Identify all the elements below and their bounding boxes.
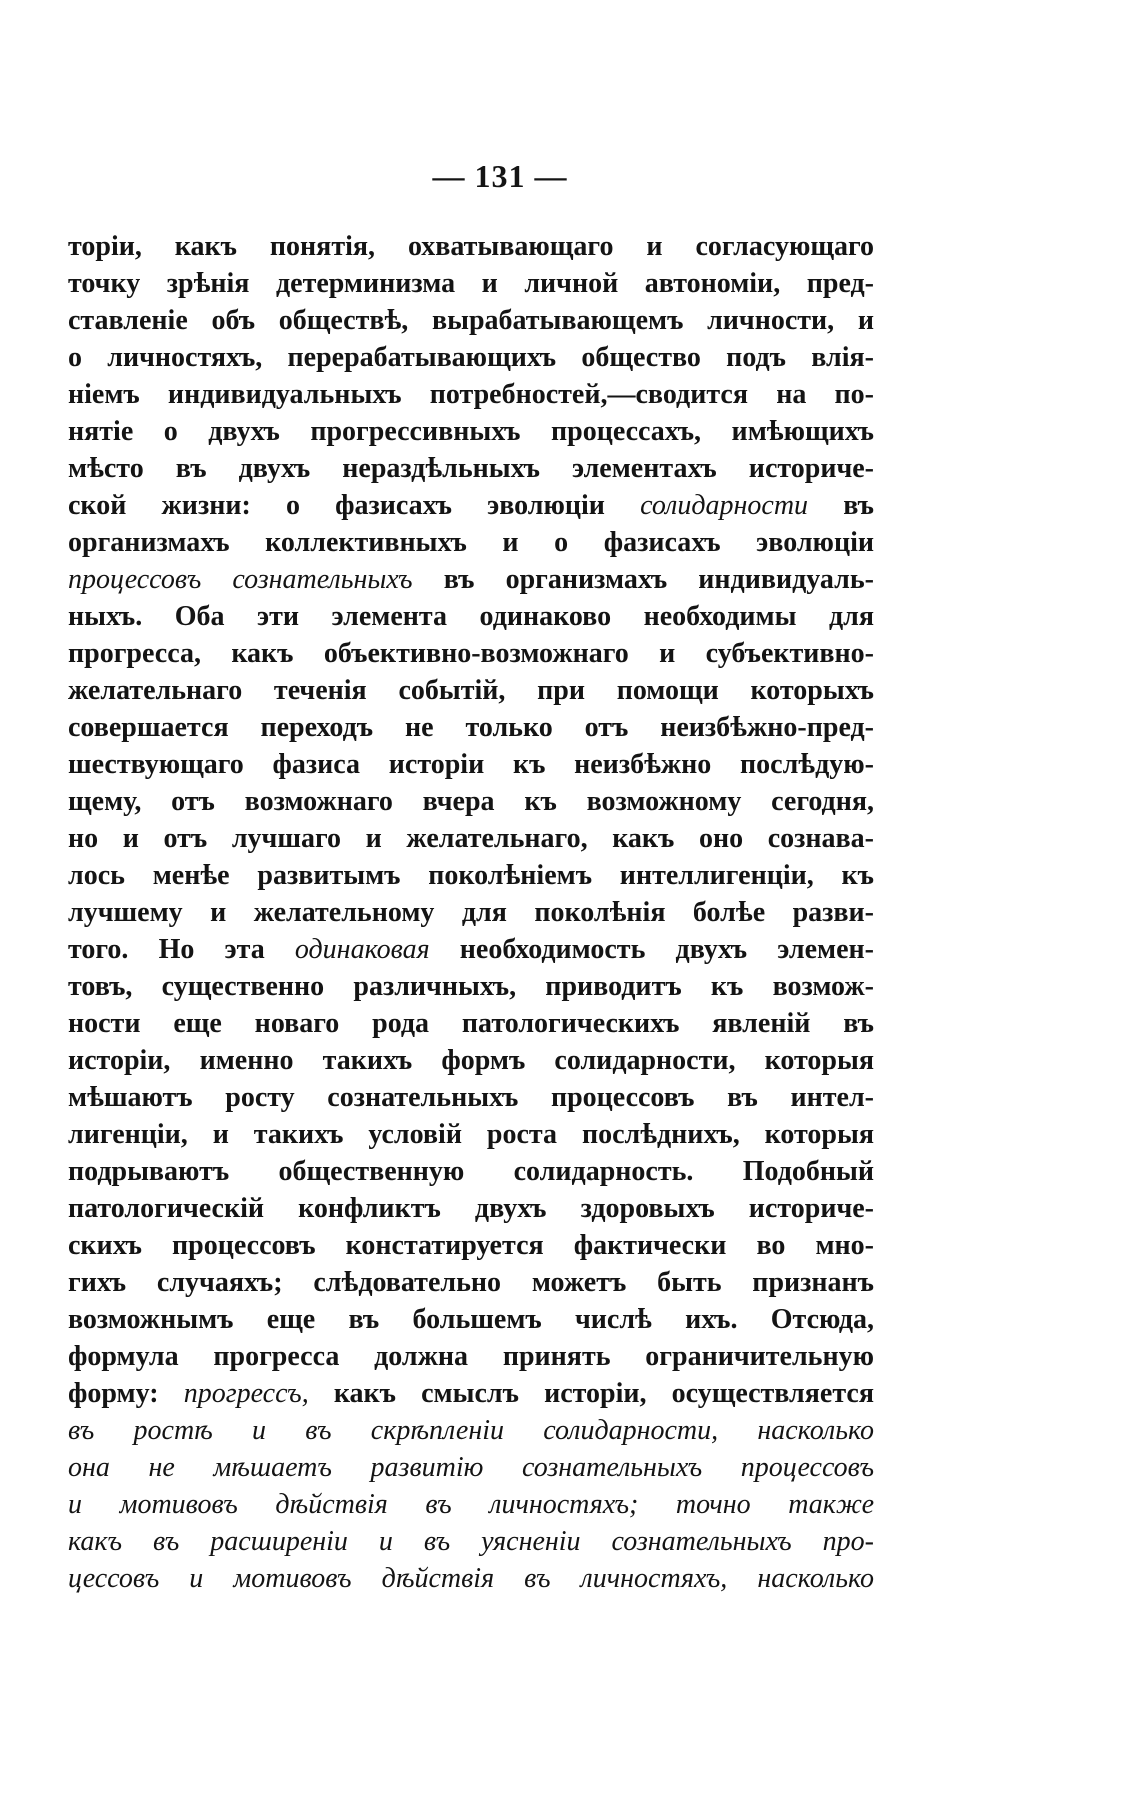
- text-segment: скихъ процессовъ констатируется фактически во мно-: [68, 1230, 874, 1261]
- text-line: [68, 376, 874, 413]
- text-line: [68, 561, 874, 598]
- text-segment: ныхъ. Оба эти элемента одинаково необходимы для: [68, 601, 874, 632]
- text-segment: ской жизни: о фазисахъ эволюціи: [68, 490, 641, 521]
- text-segment: совершается переходъ не только отъ неизбѣжно-пред-: [68, 712, 874, 743]
- text-line: [68, 709, 874, 746]
- text-line: [68, 820, 874, 857]
- text-segment: щему, отъ возможнаго вчера къ возможному сегодня,: [68, 786, 874, 817]
- italic-text-segment: и мотивовъ дѣйствія въ личностяхъ; точно также: [68, 1489, 874, 1520]
- text-segment: ставленіе объ обществѣ, вырабатывающемъ личности, и: [68, 305, 874, 336]
- text-segment: организмахъ коллективныхъ и о фазисахъ эволюціи: [68, 527, 874, 558]
- text-line: [68, 746, 874, 783]
- text-segment: лучшему и желательному для поколѣнія болѣе разви-: [68, 897, 874, 928]
- text-line: [68, 265, 874, 302]
- text-line: [68, 1042, 874, 1079]
- text-line: [68, 1375, 874, 1412]
- text-line: [68, 1301, 874, 1338]
- text-segment: необходимость двухъ элемен-: [429, 934, 874, 965]
- text-line: [68, 783, 874, 820]
- text-line: [68, 635, 874, 672]
- text-line: [68, 413, 874, 450]
- italic-text-segment: прогрессъ,: [183, 1378, 309, 1409]
- text-segment: возможнымъ еще въ большемъ числѣ ихъ. Отсюда,: [68, 1304, 874, 1335]
- text-line: [68, 1190, 874, 1227]
- text-segment: въ организмахъ индивидуаль-: [412, 564, 874, 595]
- text-segment: формула прогресса должна принять ограничительную: [68, 1341, 874, 1372]
- body-text: [68, 228, 874, 1597]
- text-line: [68, 450, 874, 487]
- text-segment: но и отъ лучшаго и желательнаго, какъ оно сознава-: [68, 823, 874, 854]
- italic-text-segment: процессовъ сознательныхъ: [68, 564, 413, 595]
- text-segment: мѣсто въ двухъ нераздѣльныхъ элементахъ историче-: [68, 453, 874, 484]
- text-line: [68, 672, 874, 709]
- italic-text-segment: одинаковая: [294, 934, 430, 965]
- text-segment: желательнаго теченія событій, при помощи которыхъ: [68, 675, 874, 706]
- text-line: [68, 1264, 874, 1301]
- text-segment: о личностяхъ, перерабатывающихъ общество подъ влія-: [68, 342, 874, 373]
- text-line: [68, 857, 874, 894]
- text-segment: точку зрѣнія детерминизма и личной автономіи, пред-: [68, 268, 874, 299]
- text-segment: форму:: [68, 1378, 184, 1409]
- text-segment: того. Но эта: [68, 934, 295, 965]
- text-line: [68, 1486, 874, 1523]
- text-segment: въ: [808, 490, 874, 521]
- italic-text-segment: какъ въ расширеніи и въ уясненіи сознательныхъ про-: [68, 1526, 874, 1557]
- text-line: [68, 894, 874, 931]
- page-number: — 131 —: [432, 158, 568, 194]
- text-line: [68, 1338, 874, 1375]
- text-line: [68, 228, 874, 265]
- text-line: [68, 339, 874, 376]
- text-line: [68, 968, 874, 1005]
- text-segment: лось менѣе развитымъ поколѣніемъ интеллигенціи, къ: [68, 860, 874, 891]
- text-line: [68, 1116, 874, 1153]
- text-segment: нятіе о двухъ прогрессивныхъ процессахъ, имѣющихъ: [68, 416, 874, 447]
- text-segment: торіи, какъ понятія, охватывающаго и согласующаго: [68, 231, 874, 262]
- text-segment: ности еще новаго рода патологическихъ явленій въ: [68, 1008, 874, 1039]
- text-segment: какъ смыслъ исторіи, осуществляется: [308, 1378, 874, 1409]
- text-line: [68, 1560, 874, 1597]
- text-segment: гихъ случаяхъ; слѣдовательно можетъ быть признанъ: [68, 1267, 874, 1298]
- text-line: [68, 302, 874, 339]
- text-segment: прогресса, какъ объективно-возможнаго и субъективно-: [68, 638, 874, 669]
- italic-text-segment: солидарности: [640, 490, 809, 521]
- text-line: [68, 1079, 874, 1116]
- text-line: [68, 598, 874, 635]
- text-line: [68, 1412, 874, 1449]
- text-segment: товъ, существенно различныхъ, приводитъ къ возмож-: [68, 971, 874, 1002]
- text-segment: шествующаго фазиса исторіи къ неизбѣжно послѣдую-: [68, 749, 874, 780]
- italic-text-segment: въ ростѣ и въ скрѣпленіи солидарности, насколько: [68, 1415, 874, 1446]
- italic-text-segment: она не мѣшаетъ развитію сознательныхъ процессовъ: [68, 1452, 874, 1483]
- text-line: [68, 524, 874, 561]
- text-line: [68, 1449, 874, 1486]
- text-line: [68, 487, 874, 524]
- text-line: [68, 1153, 874, 1190]
- text-line: [68, 1523, 874, 1560]
- text-segment: патологическій конфликтъ двухъ здоровыхъ историче-: [68, 1193, 874, 1224]
- text-segment: лигенціи, и такихъ условій роста послѣднихъ, которыя: [68, 1119, 874, 1150]
- text-segment: исторіи, именно такихъ формъ солидарности, которыя: [68, 1045, 874, 1076]
- text-line: [68, 1005, 874, 1042]
- text-line: [68, 1227, 874, 1264]
- italic-text-segment: цессовъ и мотивовъ дѣйствія въ личностяхъ, насколько: [68, 1563, 874, 1594]
- text-segment: подрываютъ общественную солидарность. Подобный: [68, 1156, 874, 1187]
- text-segment: мѣшаютъ росту сознательныхъ процессовъ въ интел-: [68, 1082, 874, 1113]
- text-line: [68, 931, 874, 968]
- text-segment: ніемъ индивидуальныхъ потребностей,—сводится на по-: [68, 379, 874, 410]
